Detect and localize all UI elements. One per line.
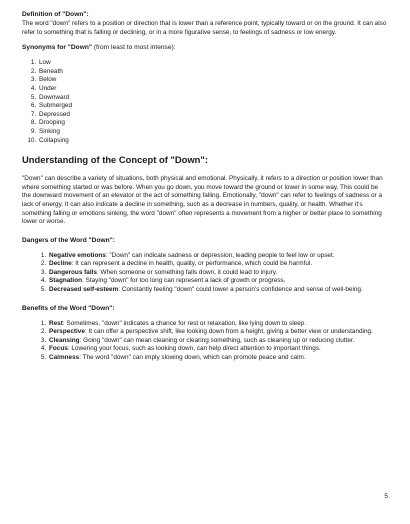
danger-text: : When someone or something falls down, it could lead to injury. xyxy=(96,268,278,276)
danger-term: Dangerous falls xyxy=(49,268,97,276)
list-item: 2. Beneath xyxy=(38,68,388,77)
benefit-text: : It can offer a perspective shift, like looking down from a height, giving a better view or understanding. xyxy=(84,328,373,336)
list-item xyxy=(48,252,388,261)
list-item: 6. Submerged xyxy=(38,102,388,111)
benefit-term: Rest xyxy=(49,319,63,327)
list-item: 7. Depressed xyxy=(38,111,388,120)
benefit-term: Cleansing xyxy=(49,336,80,344)
definition-heading: Definition of "Down": xyxy=(22,11,89,18)
danger-term: Negative emotions xyxy=(49,251,106,259)
page-number: 5 xyxy=(384,493,388,500)
list-item xyxy=(48,260,388,269)
danger-term: Decreased self-esteem xyxy=(49,286,119,294)
benefit-term: Focus xyxy=(49,345,68,353)
list-item: 9. Sinking xyxy=(38,128,388,137)
list-item xyxy=(48,320,388,329)
list-item xyxy=(48,269,388,278)
list-item: 4. Under xyxy=(38,85,388,94)
benefit-term: Calmness xyxy=(49,354,80,362)
danger-term: Stagnation xyxy=(49,277,83,285)
document-page xyxy=(22,10,388,363)
list-item: 5. Downward xyxy=(38,94,388,103)
benefits-heading: Benefits of the Word "Down": xyxy=(22,304,115,312)
benefit-text: : Lowering your focus, such as looking down, can help direct attention to important things. xyxy=(67,345,321,353)
danger-text: : Constantly feeling "down" could lower a person's confidence and sense of well-being. xyxy=(118,286,363,294)
list-item xyxy=(48,337,388,346)
list-item xyxy=(48,328,388,337)
benefit-text: : Sometimes, "down" indicates a chance for rest or relaxation, like lying down to sleep. xyxy=(62,319,307,327)
danger-term: Decline xyxy=(49,260,72,268)
list-item xyxy=(48,277,388,286)
dangers-heading: Dangers of the Word "Down": xyxy=(22,236,115,244)
list-item: 8. Drooping xyxy=(38,119,388,128)
benefits-list xyxy=(22,320,388,363)
benefit-text: : The word "down" can imply slowing down, which can promote peace and calm. xyxy=(79,354,306,362)
list-item xyxy=(48,345,388,354)
synonyms-heading xyxy=(22,43,388,52)
benefit-text: : Going "down" can mean cleaning or clearing something, such as cleaning up or reducing clutter. xyxy=(79,336,355,344)
list-item: 1. Low xyxy=(38,59,388,68)
list-item xyxy=(48,286,388,295)
list-item: 10. Collapsing xyxy=(38,137,388,146)
synonyms-list xyxy=(22,59,388,145)
definition-text: The word "down" refers to a position or direction that is lower than a reference point, typically toward or on the ground. It can also refer to something that is falling or declining, or in a more figurative sense, to feelings of sadness or low energy. xyxy=(22,20,387,36)
danger-text: : It can represent a decline in health, quality, or performance, which could be harmful. xyxy=(71,260,313,268)
benefit-term: Perspective xyxy=(49,328,85,336)
danger-text: : "Down" can indicate sadness or depression, leading people to feel low or upset. xyxy=(105,251,335,259)
understanding-heading: Understanding of the Concept of "Down": xyxy=(22,154,208,166)
synonyms-heading-note: (from least to most intense): xyxy=(92,44,176,52)
list-item xyxy=(48,354,388,363)
dangers-list xyxy=(22,252,388,295)
understanding-text: "Down" can describe a variety of situations, both physical and emotional. Physically, it refers to a direction or position lower than where something started or was before. When you go down, you move toward the ground or lower in some way. This could be the downward movement of an elevator or the act of something falling. Emotionally, "down" can refer to feelings of sadness or a lack of energy. It can also indicate a decline in something, such as a decrease in numbers, quality, or health. Whether it's something falling or emotions sinking, the word "down" often represents a movement from a higher or better place to something lower or worse. xyxy=(22,175,383,226)
list-item: 3. Below xyxy=(38,76,388,85)
danger-text: : Staying "down" for too long can represent a lack of growth or progress. xyxy=(82,277,286,285)
synonyms-heading-title: Synonyms for "Down" xyxy=(22,44,92,52)
